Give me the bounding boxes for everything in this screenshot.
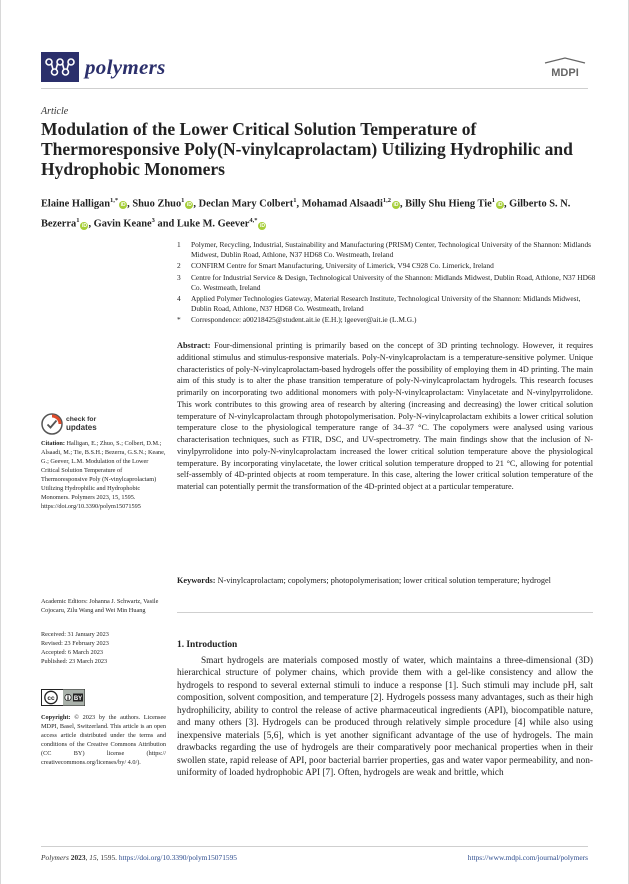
orcid-icon[interactable]: iD (259, 222, 265, 229)
academic-editors: Academic Editors: Johanna J. Schwartz, Vasile Cojocaru, Zilu Wang and Wei Min Huang (41, 598, 159, 615)
svg-text:BY: BY (73, 696, 83, 702)
author-separator: and (154, 218, 177, 230)
keywords-label: Keywords: (177, 576, 216, 585)
author-name[interactable]: Luke M. Geever (176, 218, 250, 230)
affiliation-item (177, 240, 597, 260)
affiliation-number: 3 (177, 272, 181, 282)
author-affiliation-mark: 4,* (249, 217, 258, 225)
author-separator: , (88, 218, 94, 230)
orcid-icon[interactable]: iD (120, 202, 126, 209)
citation-label: Citation: (41, 440, 65, 447)
author-separator: , (127, 198, 133, 210)
author-name[interactable]: Mohamad Alsaadi (301, 198, 383, 210)
author-separator: , (193, 198, 199, 210)
author-affiliation-mark: 1 (491, 197, 495, 204)
affiliation-text: Applied Polymer Technologies Gateway, Material Research Institute, Technological University of the Shannon: Midlands Midwest, Dublin Road, Athlone, N37 HD68 Co. Westmeath, Ireland (191, 294, 581, 314)
orcid-icon[interactable]: iD (186, 202, 192, 209)
footer-year: 2023 (70, 853, 86, 862)
author-name[interactable]: Elaine Halligan (41, 198, 110, 210)
author-affiliation-mark: 1,* (110, 197, 119, 204)
publication-date: Received: 31 January 2023 (41, 631, 109, 638)
affiliations (177, 240, 597, 327)
affiliation-number: 2 (177, 261, 181, 271)
affiliation-item (177, 261, 597, 271)
affiliation-number: 4 (177, 294, 181, 304)
abstract-label: Abstract: (177, 341, 211, 350)
section-divider (177, 612, 593, 613)
publication-date: Accepted: 6 March 2023 (41, 649, 103, 657)
cc-by-license-icon[interactable] (41, 689, 85, 706)
orcid-icon[interactable]: iD (81, 222, 87, 229)
copyright-notice (41, 713, 166, 767)
abstract (177, 340, 593, 493)
footer-volume: 15 (89, 853, 97, 862)
author-affiliation-mark: 1,2 (382, 197, 391, 204)
author-affiliation-mark: 1 (181, 197, 185, 204)
introduction-body: Smart hydrogels are materials composed mostly of water, which maintains a three-dimensional (3D) hierarchical structure of polymer chains, which provide them with a gel-like consistency and allow the hydrogels to respond to several external stimuli to induce a response [1]. Such stimuli may include pH, salt composition, solvent composition, and temperature [2]. Hydrogels possess many advantages, such as their high hydrophilicity, ability to control the release of active pharmaceutical ingredients (API), biocompatible nature, and many others [3]. Hydrogels can be produced through relatively simple procedure [4] while also using inexpensive materials [5,6], which is yet another significant advantage of the use of hydrogels. The main drawbacks regarding the use of hydrogels are their comparatively poor mechanical properties when in their swollen state, rapid release of API, poor bacterial barrier properties, gas and water vapor permeability, and non-uniformity of loaded hydrophobic API [7]. Often, hydrogels are weak and brittle, which (177, 656, 593, 779)
affiliation-item (177, 294, 597, 314)
article-title: Modulation of the Lower Critical Solution Temperature of Thermoresponsive Poly(N-vinylcaprolactam) Utilizing Hydrophilic and Hydrophobic Monomers (41, 119, 573, 179)
svg-text:cc: cc (47, 695, 55, 702)
author-name[interactable]: Gavin Keane (93, 218, 152, 230)
author-name[interactable]: Gilberto S. N. Bezerra (41, 198, 571, 230)
author-affiliation-mark: 3 (151, 217, 155, 225)
author-separator: , (399, 198, 406, 210)
footer-doi-link[interactable]: https://doi.org/10.3390/polym15071595 (118, 853, 237, 862)
author-separator: , (296, 198, 302, 210)
citation-text: Halligan, E.; Zhuo, S.; Colbert, D.M.; Alsaadi, M.; Tie, B.S.H.; Bezerra, G.S.N.; Keane, G.; Geever, L.M. Modulation of the Lower Critical Solution Temperature of Thermoresponsive Poly (N-vinylcaprolactam) Utilizing Hydrophilic and Hydrophobic Monomers. Polymers 2023, 15, 1595. https://doi.org/10.3390/polym15071595 (41, 440, 166, 511)
footer-divider (41, 846, 588, 847)
journal-logo[interactable] (41, 52, 166, 82)
footer-article-no: 1595. (100, 853, 117, 862)
footer-journal: Polymers (41, 853, 69, 862)
author-separator: , (503, 198, 510, 210)
orcid-icon[interactable]: iD (393, 202, 399, 209)
check-for-updates-button[interactable] (41, 413, 97, 435)
check-updates-text (66, 416, 97, 431)
article-type: Article (41, 106, 69, 117)
orcid-icon[interactable]: iD (497, 202, 503, 209)
publication-date: Revised: 23 February 2023 (41, 640, 109, 648)
copyright-label: Copyright: (41, 714, 71, 721)
introduction-heading: 1. Introduction (177, 640, 238, 650)
mdpi-logo[interactable] (542, 57, 588, 79)
affiliation-text: Polymer, Recycling, Industrial, Sustainability and Manufacturing (PRISM) Center, Technological University of the Shannon: Midlands Midwest, Dublin Road, Athlone, N37 HD68 Co. Westmeath, Ireland (191, 240, 592, 260)
copyright-text: © 2023 by the authors. Licensee MDPI, Basel, Switzerland. This article is an open access article distributed under the terms and conditions of the Creative Commons Attribution (CC BY) license (https:// creativecommons.org/licenses/by/ 4.0/). (41, 714, 166, 767)
citation (41, 439, 166, 511)
affiliation-text: Correspondence: a00218425@student.ait.ie (E.H.); lgeever@ait.ie (L.M.G.) (191, 315, 417, 325)
affiliation-text: Centre for Industrial Service & Design, Technological University of the Shannon: Midlands Midwest, Dublin Road, Athlone, N37 HD68 Co. Westmeath, Ireland (191, 272, 596, 292)
check-updates-line2: updates (66, 423, 97, 432)
affiliation-item (177, 273, 597, 293)
affiliation-item (177, 315, 597, 325)
author-list (41, 192, 601, 233)
polymer-chain-icon (41, 52, 79, 82)
author-name[interactable]: Billy Shu Hieng Tie (405, 198, 492, 210)
journal-name: polymers (85, 54, 166, 79)
publication-dates (41, 630, 166, 666)
keywords-text: N-vinylcaprolactam; copolymers; photopolymerisation; lower critical solution temperature; hydrogel (217, 576, 551, 585)
footer-journal-link[interactable]: https://www.mdpi.com/journal/polymers (467, 853, 588, 862)
affiliation-number: 1 (177, 240, 181, 249)
author-affiliation-mark: 1 (76, 217, 80, 225)
footer-citation: Polymers 2023, 15, 1595. https://doi.org/10.3390/polym15071595 (41, 853, 237, 862)
mdpi-logo-text: MDPI (551, 67, 579, 79)
abstract-text: Four-dimensional printing is primarily based on the concept of 3D printing technology. However, it requires additional stimulus and stimulus-responsive materials. Poly-N-vinylcaprolactam is a temperature-sensitive polymer. Unique characteristics of poly-N-vinylcaprolactam-based hydrogels offer the possibility of employing them in 4D printing. The main aim of this study is to alter the phase transition temperature of poly-N-vinylcaprolactam hydrogels. This research focuses primarily on incorporating two additional monomers with poly-N-vinylcaprolactam: Vinylacetate and N-vinylpyrrolidone. This work contributes to this growing area of research by altering (increasing and decreasing) the lower critical solution temperature of N-vinylcaprolactam through photopolymerisation. Poly-N-vinylcaprolactam exhibits a lower critical solution temperature close to the physiological temperature range of 34–37 °C. The copolymers were analysed using various characterisation techniques, such as FTIR, DSC, and UV-spectrometry. The main findings show that the inclusion of N-vinylpyrrolidone into poly-N-vinylcaprolactam increased the lower critical solution temperature above the physiological temperature. By incorporating vinylacetate, the lower critical solution temperature dropped to 21 °C, allowing for potential self-assembly of 4D-printed objects at room temperature. In this case, altering the lower critical solution temperature of the material can potentially permit the transformation of the 4D-printed object at a particular temperature. (177, 341, 593, 491)
affiliation-number: * (177, 315, 181, 325)
check-updates-line1: check for (66, 416, 97, 424)
author-affiliation-mark: 1 (293, 197, 297, 204)
check-updates-icon (41, 413, 63, 435)
author-name[interactable]: Declan Mary Colbert (198, 198, 294, 210)
header-divider (41, 88, 588, 89)
keywords (177, 575, 593, 587)
affiliation-text: CONFIRM Centre for Smart Manufacturing, University of Limerick, V94 C928 Co. Limerick, Ireland (191, 261, 494, 271)
author-name[interactable]: Shuo Zhuo (132, 198, 182, 210)
publication-date: Published: 23 March 2023 (41, 658, 108, 666)
